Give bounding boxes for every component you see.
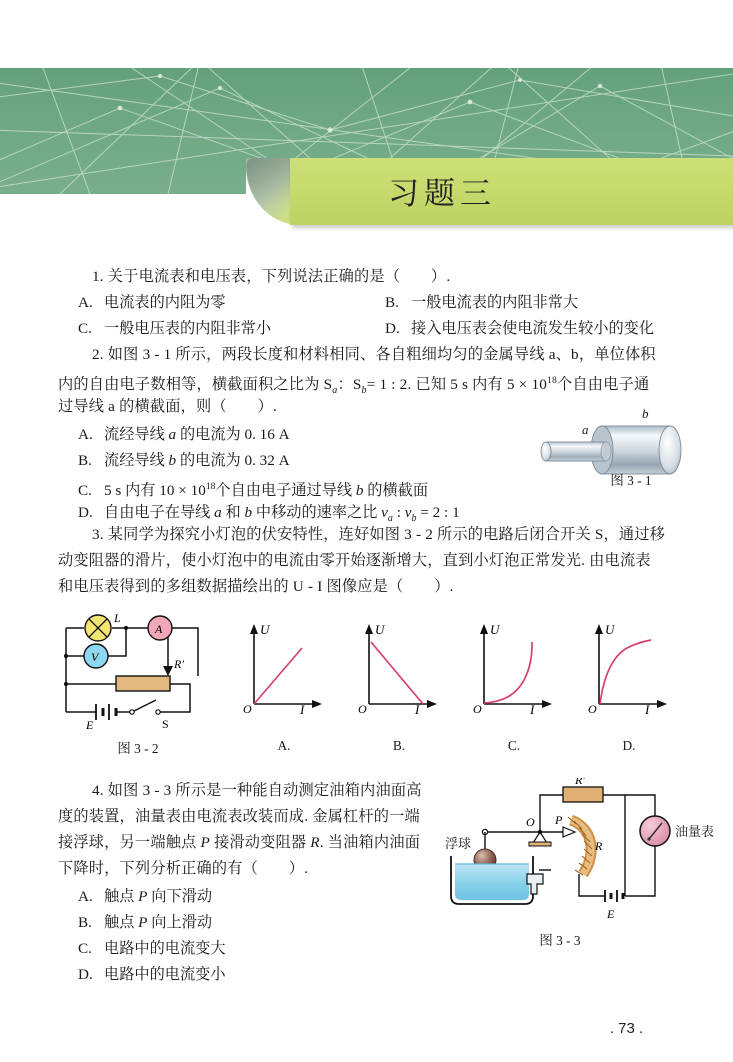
question-2-number: 2. <box>92 346 104 363</box>
q2-option-c-label: C. <box>78 482 92 500</box>
q4-option-c[interactable] <box>78 936 226 962</box>
q2-option-a-label: A. <box>78 426 93 443</box>
question-1-text: 关于电流表和电压表，下列说法正确的是（ ）. <box>107 268 451 285</box>
svg-text:I: I <box>645 702 650 714</box>
svg-text:U: U <box>375 622 385 637</box>
q4-option-d-text: 电路中的电流变小 <box>104 966 226 983</box>
graph-option-c <box>470 618 558 714</box>
svg-text:I: I <box>530 702 535 714</box>
q1-option-c[interactable] <box>78 316 271 342</box>
question-2-stem-line1 <box>70 342 674 368</box>
fig32-battery-label: E <box>86 718 94 732</box>
question-2-text-2b: ：S <box>337 376 362 394</box>
question-2-stem-line3 <box>58 394 518 420</box>
q1-option-c-label: C. <box>78 320 92 337</box>
question-2-stem-line2: 内的自由电子数相等，横截面积之比为 $S_a$：$S_b= 1$ : 2. 已知 5 s 内有 $5 \times 10^{18}$个自由电子通 <box>58 375 650 397</box>
fig33-battery-label: E <box>607 907 615 921</box>
svg-text:O: O <box>473 702 482 714</box>
question-2-text-2d: 个自由电子通 <box>557 376 650 394</box>
q1-option-b-label: B. <box>385 294 399 311</box>
q4-option-d-label: D. <box>78 966 93 983</box>
fig32-rheostat-label: R′ <box>174 657 184 671</box>
question-4-number: 4. <box>92 782 104 799</box>
graph-c-curve <box>484 642 532 703</box>
question-3-stem-line3: 和电压表得到的多组数据描绘出的 U - I 图像应是（ ）. <box>58 578 454 595</box>
svg-text:I: I <box>300 702 305 714</box>
fig33-float-label: 浮球 <box>445 836 472 851</box>
graph-c-svg <box>470 618 558 714</box>
graph-b-label: B. <box>392 738 406 753</box>
graph-c-label: C. <box>507 738 521 753</box>
graph-a-label: A. <box>277 738 291 753</box>
svg-text:O: O <box>358 702 367 714</box>
svg-text:A: A <box>155 622 163 636</box>
q4-option-a-label: A. <box>78 888 93 905</box>
q1-option-b[interactable] <box>385 290 578 316</box>
svg-text:V: V <box>91 650 99 664</box>
svg-text:I: I <box>415 702 420 714</box>
q1-option-c-text: 一般电压表的内阻非常小 <box>104 320 272 337</box>
fig31-label-a: a <box>582 422 589 437</box>
q2-option-b[interactable]: B. 流经导线 b 的电流为 0. 32 A <box>78 448 290 474</box>
q2-option-d-label: D. <box>78 504 93 521</box>
question-4-stem-line1 <box>70 778 440 804</box>
q4-option-b[interactable]: B. 触点 P 向上滑动 <box>78 910 212 936</box>
q1-option-a[interactable] <box>78 290 226 316</box>
q1-option-d[interactable] <box>385 316 654 342</box>
q2-option-b-label: B. <box>78 452 92 469</box>
graph-b-svg <box>355 618 443 714</box>
fig33-caption: 图 3 - 3 <box>539 933 581 948</box>
graph-b-curve <box>371 642 423 704</box>
fig32-switch-label: S <box>162 717 169 731</box>
svg-text:U: U <box>490 622 500 637</box>
fig33-pivot-label: O <box>526 815 535 829</box>
question-2-text-1: 如图 3 - 1 所示，两段长度和材料相同、各自粗细均匀的金属导线 a、b，单位体积 <box>107 346 656 363</box>
fig33-meter-label: 油量表 <box>675 824 715 839</box>
question-3-number: 3. <box>92 526 104 543</box>
question-4-stem-line3: 接浮球，另一端触点 P 接滑动变阻器 R. 当油箱内油面 <box>58 834 421 851</box>
q4-option-d[interactable] <box>78 962 226 988</box>
figure-3-2 <box>58 612 218 732</box>
question-2-text-2a: 内的自由电子数相等，横截面积之比为 S <box>58 376 333 394</box>
fig32-caption: 图 3 - 2 <box>117 741 159 756</box>
question-2-text-3: 过导线 a 的横截面，则（ ）. <box>58 398 277 415</box>
rheostat-symbol <box>116 676 170 691</box>
fig33-curved-rheostat <box>568 817 592 875</box>
page-number <box>0 1020 733 1037</box>
graph-d-svg <box>585 618 673 714</box>
ribbon-body <box>290 158 733 225</box>
fig33-rheostat-top <box>563 787 603 802</box>
graph-option-d <box>585 618 673 714</box>
question-1-stem <box>70 264 670 290</box>
svg-text:O: O <box>243 702 252 714</box>
fig31-caption: 图 3 - 1 <box>610 473 652 488</box>
fig33-rprime-label: R′ <box>575 778 585 787</box>
question-4-text-1: 如图 3 - 3 所示是一种能自动测定油箱内油面高 <box>107 782 422 799</box>
q2-option-c[interactable]: C. 5 s 内有 $10 \times 10^{18}$个自由电子通过导线 b 的横截面 <box>78 474 428 504</box>
question-1-number: 1. <box>92 268 104 285</box>
fig33-contact-arrow <box>563 827 575 837</box>
q1-option-a-label: A. <box>78 294 93 311</box>
graph-a-curve <box>254 648 302 704</box>
fig33-fuel-gauge <box>443 778 728 928</box>
fig33-r-label: R <box>595 839 603 853</box>
fig32-slider-arrow <box>163 666 173 676</box>
question-3-stem-line2: 动变阻器的滑片，使小灯泡中的电流由零开始逐渐增大，直到小灯泡正常发光. 由电流表 <box>58 552 651 569</box>
question-4-stem-line2: 度的装置，油量表由电流表改装而成. 金属杠杆的一端 <box>58 808 420 825</box>
fig31-label-b: b <box>642 406 649 421</box>
question-3-stem-line1 <box>70 522 674 548</box>
figure-3-3 <box>443 778 728 928</box>
q2-option-d[interactable]: D. 自由电子在导线 a 和 b 中移动的速率之比 $v_a$ : $v_b = 2$ : 1 <box>78 500 460 532</box>
q1-option-b-text: 一般电流表的内阻非常大 <box>411 294 579 311</box>
svg-text:U: U <box>260 622 270 637</box>
chapter-title-ribbon <box>0 158 733 236</box>
fig32-circuit <box>58 612 218 732</box>
page-number-text: . 73 . <box>609 1020 644 1037</box>
svg-text:O: O <box>588 702 597 714</box>
page-title: 习题三 <box>388 176 496 212</box>
graph-d-curve <box>600 640 651 704</box>
q4-option-c-text: 电路中的电流变大 <box>104 940 226 957</box>
fig32-lamp-label: L <box>114 612 121 625</box>
graph-option-a <box>240 618 328 714</box>
graph-option-b <box>355 618 443 714</box>
question-3-text-1: 某同学为探究小灯泡的伏安特性，连好如图 3 - 2 所示的电路后闭合开关 S，通过移 <box>107 526 666 543</box>
question-2-text-2c: = 1 : 2. 已知 5 s 内有 5 × 10 <box>366 376 548 394</box>
graph-d-label: D. <box>622 738 636 753</box>
q4-option-a[interactable]: A. 触点 P 向下滑动 <box>78 884 212 910</box>
q1-option-d-text: 接入电压表会使电流发生较小的变化 <box>411 320 654 337</box>
fig33-tap <box>527 870 551 894</box>
q4-option-b-label: B. <box>78 914 92 931</box>
q2-option-a[interactable]: A. 流经导线 a 的电流为 0. 16 A <box>78 422 290 448</box>
question-4-stem-line4: 下降时，下列分析正确的有（ ）. <box>58 860 309 877</box>
svg-text:U: U <box>605 622 615 637</box>
q1-option-d-label: D. <box>385 320 400 337</box>
fig33-contact-label: P <box>555 813 563 827</box>
graph-a-svg <box>240 618 328 714</box>
q1-option-a-text: 电流表的内阻为零 <box>104 294 226 311</box>
q4-option-c-label: C. <box>78 940 92 957</box>
